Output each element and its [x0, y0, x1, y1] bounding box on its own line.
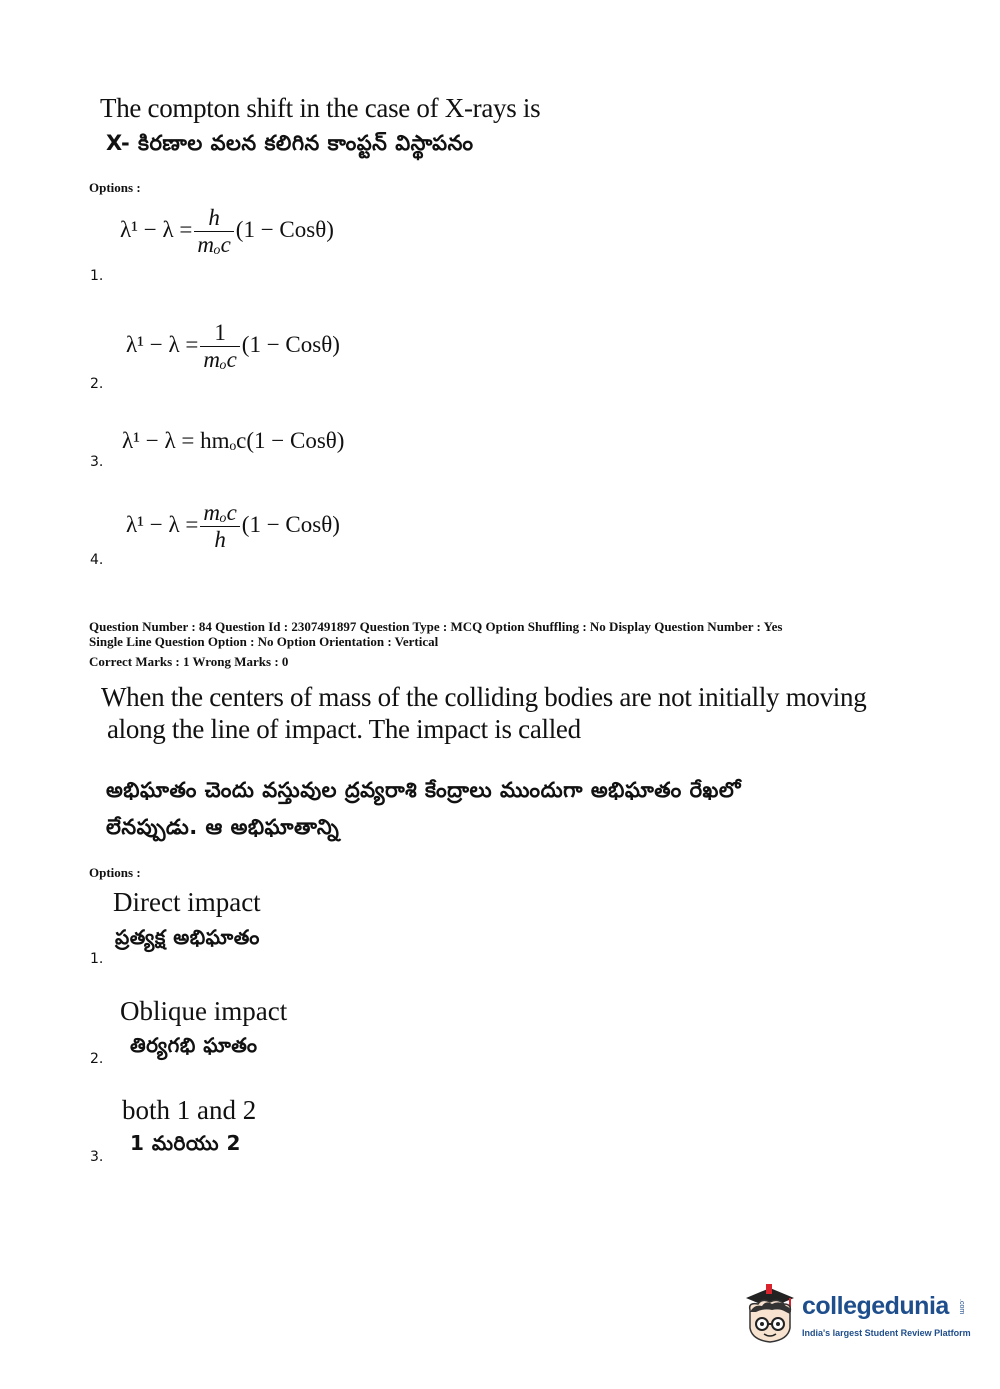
option-3-number: 3.	[90, 454, 104, 470]
question-text-te: X- కిరణాల వలన కలిగిన కాంప్టన్ విస్థాపనం	[106, 131, 474, 155]
options-label: Options :	[89, 180, 141, 195]
question-text-te-line-1: అభిఘాతం చెందు వస్తువుల ద్రవ్యరాశి కేంద్రాలు ముందుగా అభిఘాతం రేఖలో	[106, 778, 741, 802]
option-1-number-q84: 1.	[90, 951, 104, 967]
option-4-formula: λ¹ − λ = $\frac{\text{mₒc}}{h}$ (1 − Cosθ)	[126, 500, 340, 552]
logo-suffix: .com	[958, 1299, 965, 1315]
option-2-number: 2.	[90, 376, 104, 392]
option-3-text-en: both 1 and 2	[122, 1095, 257, 1125]
question-meta-line-3: Correct Marks : 1 Wrong Marks : 0	[89, 654, 289, 669]
mascot-icon	[740, 1282, 800, 1348]
logo-tagline: India's largest Student Review Platform	[802, 1328, 971, 1338]
option-3-text-te: 1 మరియు 2	[130, 1131, 241, 1155]
option-1-text-te: ప్రత్యక్ష అభిఘాతం	[115, 925, 260, 949]
option-2-text-en: Oblique impact	[120, 996, 288, 1026]
question-text-en-line-1: When the centers of mass of the colliding bodies are not initially moving	[101, 682, 867, 712]
option-3-formula: λ¹ − λ = hmₒc(1 − Cosθ)	[122, 428, 345, 453]
option-4-number: 4.	[90, 552, 104, 568]
question-text-en: The compton shift in the case of X-rays is	[100, 93, 541, 123]
option-1-number: 1.	[90, 268, 104, 284]
question-meta-line-1: Question Number : 84 Question Id : 2307491897 Question Type : MCQ Option Shuffling : No Display Question Number : Yes	[89, 619, 783, 634]
option-1-text-en: Direct impact	[113, 887, 261, 917]
option-1-formula: λ¹ − λ = $\frac{h}{\text{mₒc}}$ (1 − Cosθ)	[120, 205, 334, 257]
collegedunia-logo	[740, 1282, 970, 1348]
option-2-number-q84: 2.	[90, 1051, 104, 1067]
question-text-te-line-2: లేనప్పుడు. ఆ అభిఘాతాన్ని	[106, 815, 340, 839]
logo-name: collegedunia	[802, 1292, 949, 1320]
options-label-2: Options :	[89, 865, 141, 880]
option-2-formula: λ¹ − λ = $\frac{1}{\text{mₒc}}$ (1 − Cosθ)	[126, 320, 340, 372]
option-2-text-te: తిర్యగభి ఘాతం	[130, 1033, 258, 1057]
question-text-en-line-2: along the line of impact. The impact is called	[107, 714, 581, 744]
question-meta-line-2: Single Line Question Option : No Option Orientation : Vertical	[89, 634, 439, 649]
option-3-number-q84: 3.	[90, 1149, 104, 1165]
